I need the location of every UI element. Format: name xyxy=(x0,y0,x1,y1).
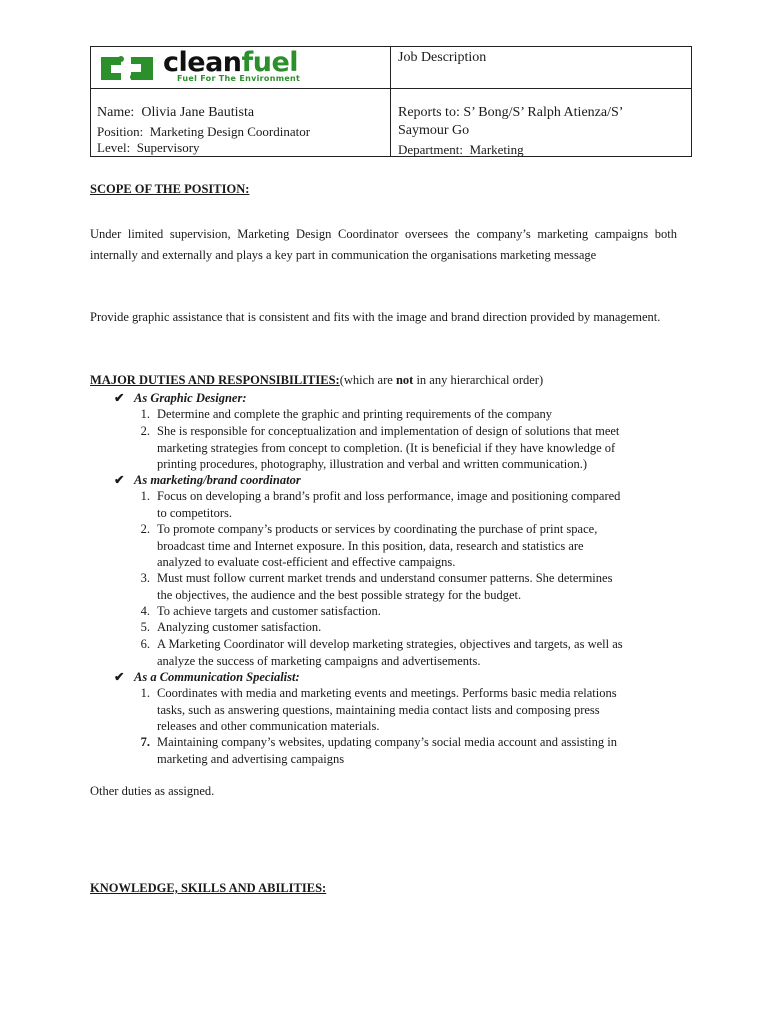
header-table xyxy=(90,46,692,157)
checkmark-icon: ✔ xyxy=(114,391,125,405)
list-item: 1. Coordinates with media and marketing events and meetings. Performs basic media relations tasks, such as answering questions, maintaining media contact lists and composing press releases and other communication materials. xyxy=(140,686,617,733)
scope-heading: SCOPE OF THE POSITION: xyxy=(90,182,250,196)
list-item: 2. She is responsible for conceptualization and implementation of design of solutions that meet marketing strategies from concept to completion. (It is beneficial if they have knowledge of printing procedures, photography, illustration and verbal and written communication.) xyxy=(140,424,620,471)
list-item: 2. To promote company’s products or services by coordinating the purchase of print space, broadcast time and Internet exposure. In this position, data, research and statistics are analyzed to evaluate cost-efficient and effective campaigns. xyxy=(140,522,598,569)
checkmark-icon: ✔ xyxy=(114,670,125,684)
list-item: 6. A Marketing Coordinator will develop marketing strategies, objectives and targets, as well as analyze the success of marketing campaigns and advertisements. xyxy=(140,637,623,668)
employee-level: Level: Supervisory xyxy=(97,140,200,155)
document-type: Job Description xyxy=(398,50,487,65)
logo-mark-icon xyxy=(97,53,157,83)
checkmark-icon: ✔ xyxy=(114,473,125,487)
scope-paragraph-1: Under limited supervision, Marketing Design Coordinator oversees the company’s marketing campaigns both internally and externally and plays a key part in communication the organisations marketing message xyxy=(90,227,677,262)
logo-tagline: Fuel For The Environment xyxy=(177,74,301,83)
list-item: 1. Determine and complete the graphic and printing requirements of the company xyxy=(140,407,553,421)
logo-wordmark: cleanfuel xyxy=(163,47,299,78)
cleanfuel-logo xyxy=(97,47,359,85)
employee-position: Position: Marketing Design Coordinator xyxy=(97,124,311,139)
section-brand-coordinator: ✔ As marketing/brand coordinator xyxy=(114,473,301,487)
department: Department: Marketing xyxy=(398,142,524,157)
section-graphic-designer: ✔ As Graphic Designer: xyxy=(114,391,247,405)
table-divider-vertical xyxy=(390,47,391,156)
list-item: 5. Analyzing customer satisfaction. xyxy=(140,620,322,634)
table-divider-horizontal xyxy=(91,88,691,89)
reports-to-continued: Saymour Go xyxy=(398,123,470,138)
list-item: 4. To achieve targets and customer satisfaction. xyxy=(140,604,381,618)
other-duties: Other duties as assigned. xyxy=(90,784,215,798)
list-item: 3. Must must follow current market trends and understand consumer patterns. She determines the objectives, the audience and the best possible strategy for the budget. xyxy=(140,571,613,602)
scope-paragraph-2: Provide graphic assistance that is consistent and fits with the image and brand direction provided by management. xyxy=(90,310,661,324)
list-item: 7. Maintaining company’s websites, updating company’s social media account and assisting in marketing and advertising campaigns xyxy=(140,735,617,766)
list-item: 1. Focus on developing a brand’s profit and loss performance, image and positioning compared to competitors. xyxy=(140,489,621,520)
reports-to: Reports to: S’ Bong/S’ Ralph Atienza/S’ xyxy=(398,105,624,120)
employee-name: Name: Olivia Jane Bautista xyxy=(97,105,255,120)
section-communication-specialist: ✔ As a Communication Specialist: xyxy=(114,670,300,684)
duties-heading: MAJOR DUTIES AND RESPONSIBILITIES:(which are not in any hierarchical order) xyxy=(90,373,544,387)
ksa-heading: KNOWLEDGE, SKILLS AND ABILITIES: xyxy=(90,881,327,895)
